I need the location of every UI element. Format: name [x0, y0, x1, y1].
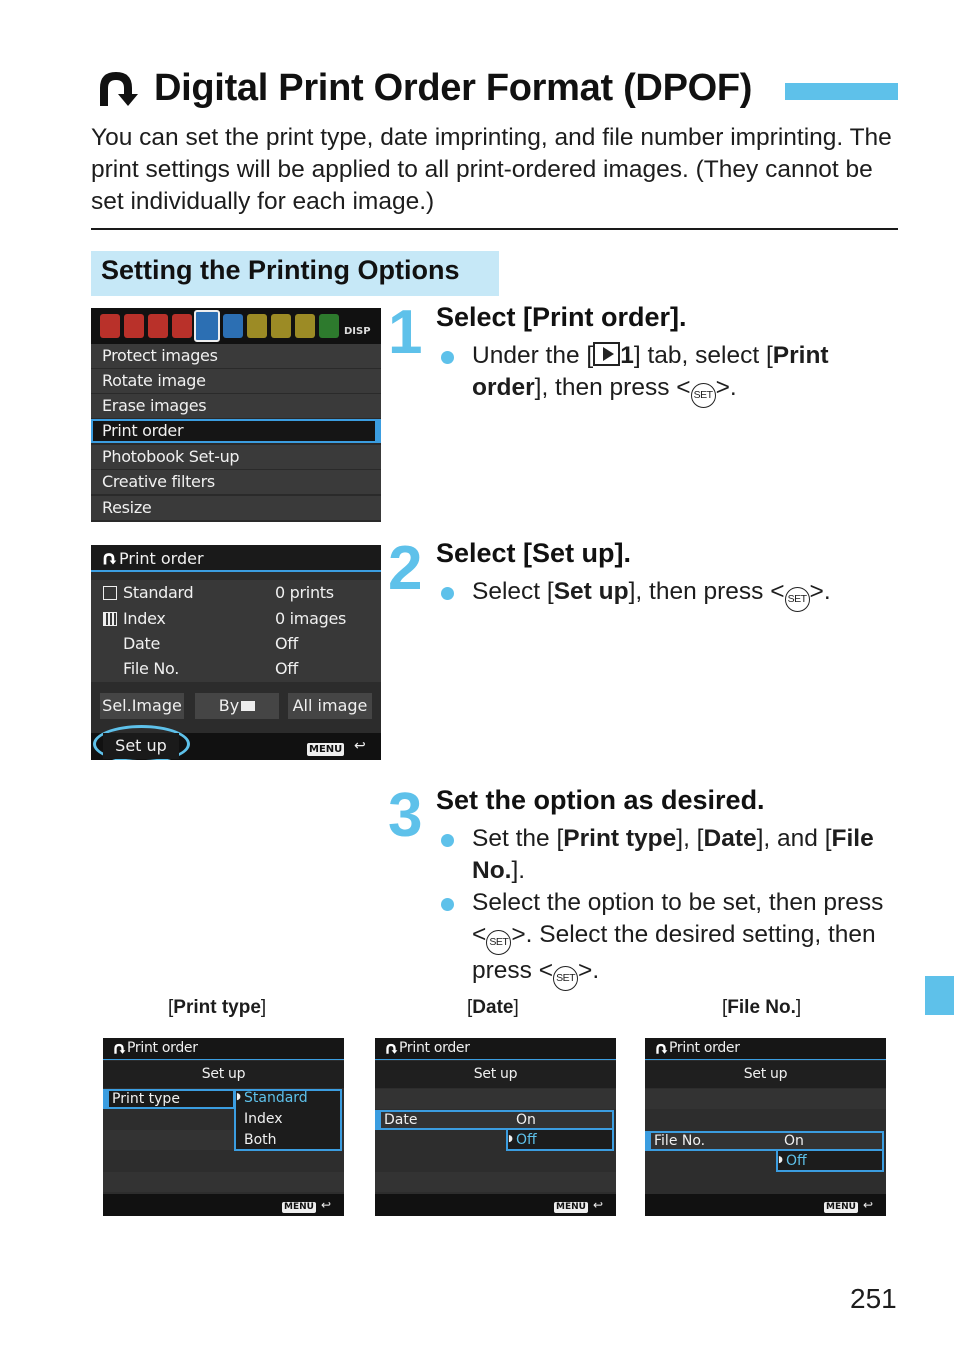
menu-icon: MENU	[556, 1202, 586, 1212]
menu-item-protect[interactable]: Protect images	[91, 344, 381, 368]
setup-tab-2-icon	[271, 314, 291, 338]
setup-tab-1-icon	[247, 314, 267, 338]
caption-date: [Date]	[467, 997, 519, 1018]
option-index[interactable]: Index	[244, 1111, 283, 1127]
step-2-number: 2	[388, 534, 423, 603]
print-order-header: Print order	[91, 545, 381, 572]
selection-arrow-icon: ◗	[778, 1155, 783, 1165]
setup-subtitle: Set up	[103, 1061, 344, 1088]
menu-item-resize[interactable]: Resize	[91, 496, 381, 520]
menu-icon: MENU	[826, 1202, 856, 1212]
chapter-tab	[925, 976, 954, 1015]
step-3-title: Set the option as desired.	[436, 785, 765, 815]
row-date-value: Off	[275, 634, 298, 653]
menu-tab-bar	[91, 308, 381, 344]
folder-icon	[241, 701, 255, 711]
menu-item-erase[interactable]: Erase images	[91, 394, 381, 418]
date-label-row[interactable]: Date On	[375, 1110, 614, 1130]
menu-item-photobook[interactable]: Photobook Set-up	[91, 445, 381, 469]
step-3-number: 3	[388, 781, 423, 850]
print-order-icon	[101, 551, 117, 566]
row-standard-value: 0 prints	[275, 583, 334, 602]
step-3-bullet-2: Select the option to be set, then press < SET >. Select the desired setting, then press < SET >.	[441, 887, 901, 983]
shoot-tab-2-icon	[124, 314, 144, 338]
row-index-label: Index	[123, 609, 166, 628]
return-icon: ↩	[863, 1198, 874, 1212]
menu-icon: MENU	[309, 744, 343, 755]
print-type-label-row[interactable]: Print type	[103, 1089, 235, 1109]
file-no-label-row[interactable]: File No. On	[645, 1131, 884, 1151]
option-both[interactable]: Both	[244, 1132, 277, 1148]
row-fileno-value: Off	[275, 659, 298, 678]
shoot-tab-4-icon	[172, 314, 192, 338]
bullet-dot	[441, 587, 454, 600]
playback-icon	[593, 342, 620, 366]
playback-tab-2-icon	[223, 314, 243, 338]
return-icon: ↩	[593, 1198, 604, 1212]
set-button-icon: SET	[553, 966, 578, 991]
screen-header: Print order	[645, 1038, 886, 1060]
step-2-title: Select [Set up].	[436, 538, 632, 568]
date-screen	[375, 1038, 616, 1216]
shoot-tab-3-icon	[148, 314, 168, 338]
intro-paragraph: You can set the print type, date imprinting, and file number imprinting. The print settings will be applied to all print-ordered images. (They cannot be set individually for each image.)	[91, 124, 892, 215]
by-folder-button[interactable]: By	[195, 693, 279, 719]
disp-label: DISP	[344, 326, 371, 337]
step-1-title: Select [Print order].	[436, 302, 687, 332]
screen-header: Print order	[103, 1038, 344, 1060]
playback-menu-screen	[91, 308, 381, 522]
bullet-dot	[441, 351, 454, 364]
set-button-icon: SET	[785, 587, 810, 612]
set-up-button[interactable]: Set up	[103, 733, 179, 759]
caption-file-no: [File No.]	[722, 997, 802, 1018]
set-button-icon: SET	[486, 930, 511, 955]
page-number: 251	[850, 1283, 897, 1314]
all-image-button[interactable]: All image	[288, 693, 372, 719]
selection-arrow-icon: ◗	[236, 1092, 241, 1102]
print-order-icon	[92, 66, 140, 110]
selection-arrow-icon: ◗	[508, 1134, 513, 1144]
row-date-label: Date	[123, 634, 161, 653]
option-standard[interactable]: Standard	[244, 1090, 308, 1106]
playback-tab-1-icon	[194, 310, 220, 342]
row-standard-label: Standard	[123, 583, 194, 602]
step-1-bullet: Under the [ 1] tab, select [Print order], then press < SET >.	[441, 340, 901, 404]
file-no-screen	[645, 1038, 886, 1216]
bullet-dot	[441, 898, 454, 911]
option-on[interactable]: On	[516, 1112, 536, 1128]
menu-item-creative-filters[interactable]: Creative filters	[91, 470, 381, 494]
print-order-icon	[384, 1042, 398, 1055]
menu-item-print-order[interactable]: Print order	[91, 419, 381, 443]
menu-item-rotate[interactable]: Rotate image	[91, 369, 381, 393]
return-icon: ↩	[354, 738, 366, 754]
step-3-bullet-1: Set the [Print type], [Date], and [File No.].	[441, 823, 901, 887]
section-heading-text: Setting the Printing Options	[101, 255, 460, 285]
caption-print-type: [Print type]	[168, 997, 267, 1018]
sel-image-button[interactable]: Sel.Image	[100, 693, 184, 719]
print-type-screen	[103, 1038, 344, 1216]
set-button-icon: SET	[691, 383, 716, 408]
index-icon	[103, 612, 117, 626]
return-icon: ↩	[321, 1198, 332, 1212]
setup-subtitle: Set up	[375, 1061, 616, 1088]
title-accent-bar	[785, 83, 898, 100]
divider	[91, 228, 898, 230]
setup-subtitle: Set up	[645, 1061, 886, 1088]
bullet-dot	[441, 834, 454, 847]
print-order-screen	[91, 545, 381, 760]
menu-icon: MENU	[284, 1202, 314, 1212]
screen-header: Print order	[375, 1038, 616, 1060]
row-index-value: 0 images	[275, 609, 347, 628]
mymenu-tab-icon	[319, 314, 339, 338]
row-fileno-label: File No.	[123, 659, 180, 678]
standard-icon	[103, 586, 117, 600]
step-2-bullet: Select [Set up], then press < SET >.	[441, 576, 901, 608]
option-on[interactable]: On	[784, 1133, 804, 1149]
step-1-number: 1	[388, 298, 423, 367]
print-order-icon	[654, 1042, 668, 1055]
section-heading	[91, 251, 499, 296]
page-title: Digital Print Order Format (DPOF)	[92, 62, 752, 114]
shoot-tab-1-icon	[100, 314, 120, 338]
setup-tab-3-icon	[295, 314, 315, 338]
print-order-icon	[112, 1042, 126, 1055]
option-off[interactable]: Off	[786, 1153, 807, 1169]
option-off[interactable]: Off	[516, 1132, 537, 1148]
